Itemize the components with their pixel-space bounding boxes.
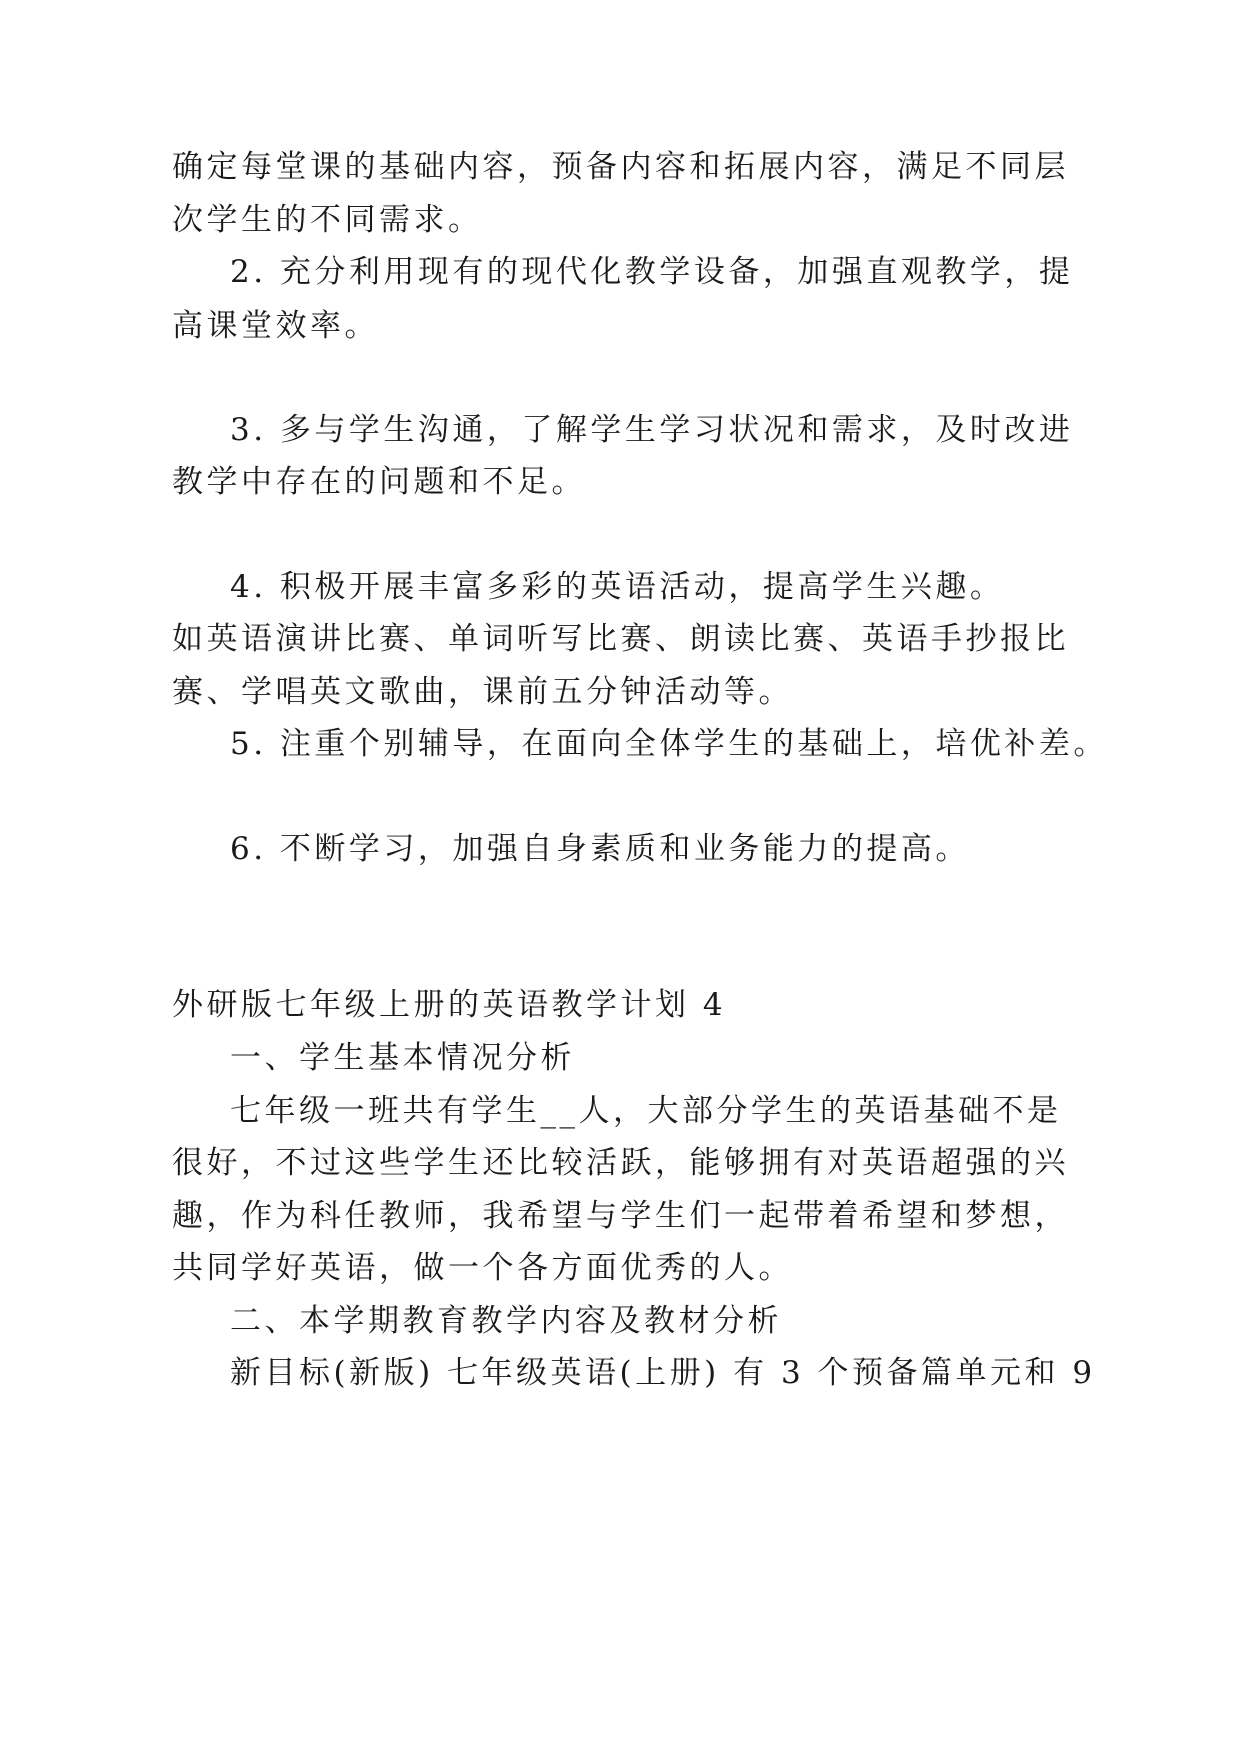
text-line: 确定每堂课的基础内容，预备内容和拓展内容，满足不同层	[172, 149, 1069, 185]
text-line: 2. 充分利用现有的现代化教学设备，加强直观教学，提	[230, 254, 1074, 290]
text-line: 3. 多与学生沟通，了解学生学习状况和需求，及时改进	[230, 412, 1074, 448]
section-heading: 一、学生基本情况分析	[230, 1040, 575, 1076]
section-heading: 二、本学期教育教学内容及教材分析	[230, 1303, 782, 1339]
text-line: 如英语演讲比赛、单词听写比赛、朗读比赛、英语手抄报比	[172, 621, 1069, 657]
text-line: 次学生的不同需求。	[172, 202, 483, 238]
text-line: 教学中存在的问题和不足。	[172, 464, 586, 500]
text-line: 4. 积极开展丰富多彩的英语活动，提高学生兴趣。	[230, 569, 1005, 605]
text-line: 很好，不过这些学生还比较活跃，能够拥有对英语超强的兴	[172, 1145, 1069, 1181]
text-line: 共同学好英语，做一个各方面优秀的人。	[172, 1250, 793, 1286]
text-line: 高课堂效率。	[172, 308, 379, 344]
text-line: 趣，作为科任教师，我希望与学生们一起带着希望和梦想，	[172, 1198, 1069, 1234]
text-line: 6. 不断学习，加强自身素质和业务能力的提高。	[230, 831, 970, 867]
text-line: 赛、学唱英文歌曲，课前五分钟活动等。	[172, 674, 793, 710]
text-line: 新目标(新版) 七年级英语(上册) 有 3 个预备篇单元和 9	[230, 1355, 1096, 1391]
text-line: 七年级一班共有学生__人，大部分学生的英语基础不是	[230, 1093, 1062, 1129]
section-title: 外研版七年级上册的英语教学计划 4	[172, 987, 727, 1023]
text-line: 5. 注重个别辅导，在面向全体学生的基础上，培优补差。	[230, 726, 1108, 762]
